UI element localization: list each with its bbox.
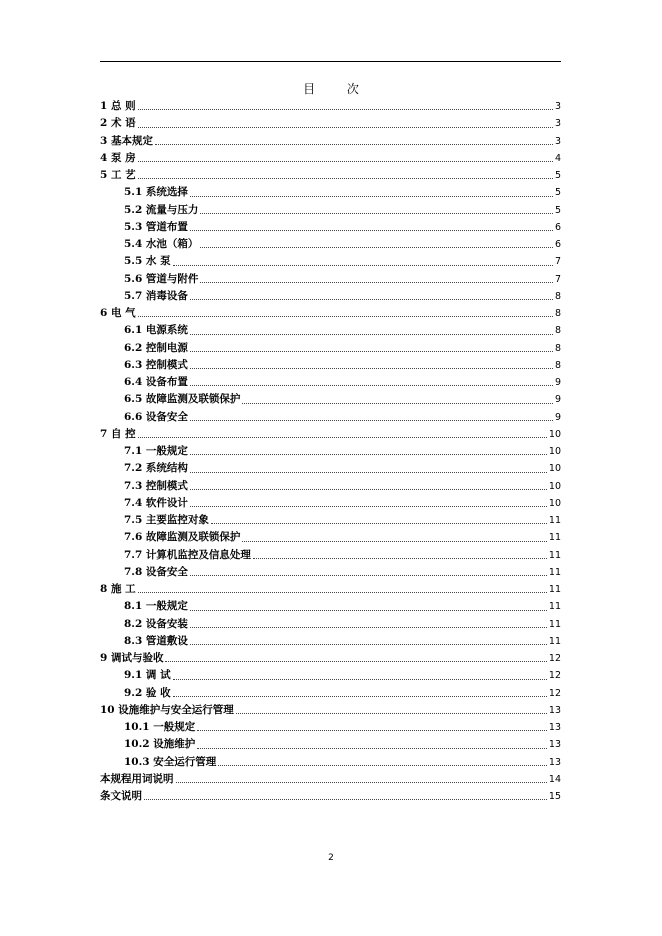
toc-entry-label: 7.3 控制模式	[124, 479, 188, 492]
toc-entry-label: 9 调试与验收	[100, 652, 164, 664]
toc-entry-page: 9	[554, 411, 561, 423]
toc-entry-page: 10	[548, 463, 561, 475]
toc-subsection-entry[interactable]	[100, 529, 561, 546]
toc-dot-leader	[138, 178, 553, 179]
toc-section-entry[interactable]	[100, 581, 561, 598]
toc-entry-label: 7.1 一般规定	[124, 445, 188, 457]
toc-entry-label: 本规程用词说明	[100, 772, 174, 785]
toc-entry-page: 14	[548, 773, 561, 785]
toc-entry-label: 6.3 控制模式	[124, 358, 188, 371]
toc-entry-page: 11	[548, 635, 561, 647]
toc-subsection-entry[interactable]	[100, 667, 561, 684]
toc-entry-page: 8	[554, 290, 561, 302]
toc-dot-leader	[138, 437, 547, 438]
toc-dot-leader	[200, 282, 553, 283]
toc-dot-leader	[218, 765, 547, 766]
toc-dot-leader	[173, 679, 547, 680]
toc-entry-page: 6	[554, 221, 561, 233]
toc-entry-page: 11	[548, 618, 561, 630]
toc-section-entry[interactable]	[100, 98, 561, 115]
toc-entry-label: 4 泵 房	[100, 151, 136, 164]
toc-dot-leader	[190, 627, 547, 628]
toc-entry-page: 3	[554, 101, 561, 112]
toc-section-entry[interactable]	[100, 305, 561, 322]
toc-subsection-entry[interactable]	[100, 443, 561, 460]
toc-subsection-entry[interactable]	[100, 253, 561, 270]
toc-dot-leader	[190, 420, 553, 421]
toc-dot-leader	[138, 592, 547, 593]
toc-section-entry[interactable]	[100, 167, 561, 184]
toc-subsection-entry[interactable]	[100, 460, 561, 477]
toc-entry-page: 10	[548, 497, 561, 509]
toc-entry-label: 7.5 主要监控对象	[124, 514, 209, 526]
toc-entry-label: 8.1 一般规定	[124, 600, 188, 613]
toc-entry-page: 10	[548, 428, 561, 440]
toc-dot-leader	[138, 127, 553, 128]
toc-entry-page: 11	[548, 532, 561, 544]
toc-entry-page: 8	[554, 308, 561, 319]
toc-entry-page: 10	[548, 446, 561, 457]
toc-entry-label: 7.4 软件设计	[124, 496, 188, 509]
toc-entry-page: 13	[548, 739, 561, 751]
toc-dot-leader	[190, 644, 547, 645]
toc-entry-page: 3	[554, 118, 561, 130]
header-rule	[100, 61, 561, 62]
toc-entry-label: 5 工 艺	[100, 169, 136, 181]
toc-subsection-entry[interactable]	[100, 357, 561, 374]
toc-entry-label: 8.3 管道敷设	[124, 634, 188, 647]
toc-section-entry[interactable]	[100, 426, 561, 443]
toc-entry-label: 1 总 则	[100, 100, 136, 112]
toc-section-entry[interactable]	[100, 702, 561, 719]
toc-dot-leader	[165, 661, 546, 662]
toc-subsection-entry[interactable]	[100, 391, 561, 408]
toc-entry-label: 6.1 电源系统	[124, 324, 188, 337]
toc-dot-leader	[236, 713, 547, 714]
toc-subsection-entry[interactable]	[100, 633, 561, 650]
toc-entry-label: 5.1 系统选择	[124, 186, 188, 199]
toc-entry-page: 4	[554, 152, 561, 164]
toc-dot-leader	[144, 799, 547, 800]
toc-subsection-entry[interactable]	[100, 512, 561, 529]
toc-subsection-entry[interactable]	[100, 495, 561, 512]
toc-entry-label: 6 电 气	[100, 307, 136, 319]
toc-entry-label: 3 基本规定	[100, 134, 153, 147]
toc-dot-leader	[138, 161, 553, 162]
toc-dot-leader	[200, 247, 553, 248]
toc-dot-leader	[190, 351, 553, 352]
toc-entry-label: 6.2 控制电源	[124, 341, 188, 354]
toc-subsection-entry[interactable]	[100, 236, 561, 253]
toc-entry-label: 7.7 计算机监控及信息处理	[124, 548, 251, 561]
toc-dot-leader	[138, 109, 553, 110]
toc-entry-page: 13	[548, 756, 561, 768]
toc-subsection-entry[interactable]	[100, 219, 561, 236]
toc-section-entry[interactable]	[100, 788, 561, 805]
toc-section-entry[interactable]	[100, 650, 561, 667]
toc-subsection-entry[interactable]	[100, 616, 561, 633]
toc-entry-label: 7.2 系统结构	[124, 462, 188, 475]
toc-entry-page: 5	[554, 204, 561, 216]
toc-section-entry[interactable]	[100, 115, 561, 132]
toc-dot-leader	[176, 782, 547, 783]
toc-entry-page: 11	[548, 549, 561, 561]
toc-dot-leader	[242, 403, 553, 404]
toc-entry-label: 7.6 故障监测及联锁保护	[124, 531, 241, 544]
toc-entry-label: 6.5 故障监测及联锁保护	[124, 393, 241, 406]
toc-entry-label: 5.4 水池（箱）	[124, 238, 199, 250]
toc-entry-page: 13	[548, 704, 561, 716]
toc-entry-label: 8 施 工	[100, 583, 136, 595]
toc-entry-label: 5.5 水 泵	[124, 255, 171, 268]
toc-dot-leader	[190, 506, 547, 507]
toc-subsection-entry[interactable]	[100, 288, 561, 305]
toc-dot-leader	[155, 144, 553, 145]
toc-subsection-entry[interactable]	[100, 754, 561, 771]
toc-subsection-entry[interactable]	[100, 736, 561, 753]
toc-entry-label: 6.4 设备布置	[124, 376, 188, 388]
toc-dot-leader	[173, 696, 547, 697]
toc-subsection-entry[interactable]	[100, 685, 561, 702]
toc-entry-label: 5.3 管道布置	[124, 220, 188, 233]
toc-entry-page: 9	[554, 394, 561, 406]
toc-entry-page: 6	[554, 239, 561, 250]
toc-dot-leader	[190, 385, 553, 386]
toc-entry-label: 10.2 设施维护	[124, 738, 196, 751]
toc-dot-leader	[173, 265, 553, 266]
toc-subsection-entry[interactable]	[100, 564, 561, 581]
toc-entry-page: 5	[554, 170, 561, 181]
toc-dot-leader	[197, 748, 547, 749]
toc-entry-page: 5	[554, 187, 561, 199]
toc-subsection-entry[interactable]	[100, 547, 561, 564]
toc-dot-leader	[190, 299, 553, 300]
toc-dot-leader	[211, 523, 547, 524]
toc-dot-leader	[190, 575, 547, 576]
toc-subsection-entry[interactable]	[100, 184, 561, 201]
toc-entry-label: 10 设施维护与安全运行管理	[100, 703, 234, 716]
toc-subsection-entry[interactable]	[100, 271, 561, 288]
toc-subsection-entry[interactable]	[100, 374, 561, 391]
toc-dot-leader	[190, 472, 547, 473]
toc-entry-page: 11	[548, 601, 561, 613]
toc-entry-label: 5.6 管道与附件	[124, 272, 199, 285]
toc-entry-label: 5.2 流量与压力	[124, 203, 199, 216]
toc-subsection-entry[interactable]	[100, 202, 561, 219]
toc-entry-label: 2 术 语	[100, 117, 136, 130]
toc-title: 目 次	[303, 82, 373, 96]
toc-entry-label: 8.2 设备安装	[124, 617, 188, 630]
toc-entry-page: 7	[554, 256, 561, 268]
toc-entry-label: 7 自 控	[100, 427, 136, 440]
toc-dot-leader	[242, 541, 546, 542]
toc-section-entry[interactable]	[100, 133, 561, 150]
toc-entry-page: 8	[554, 342, 561, 354]
toc-entry-page: 12	[548, 670, 561, 682]
toc-dot-leader	[190, 196, 553, 197]
toc-subsection-entry[interactable]	[100, 322, 561, 339]
toc-entry-page: 11	[548, 515, 561, 526]
toc-entry-label: 10.1 一般规定	[124, 721, 196, 733]
toc-section-entry[interactable]	[100, 771, 561, 788]
toc-dot-leader	[200, 213, 553, 214]
toc-entry-page: 12	[548, 687, 561, 699]
toc-entry-page: 12	[548, 653, 561, 664]
toc-dot-leader	[190, 368, 553, 369]
toc-dot-leader	[197, 730, 547, 731]
toc-entry-page: 8	[554, 325, 561, 337]
toc-dot-leader	[190, 230, 553, 231]
toc-entry-label: 6.6 设备安全	[124, 410, 188, 423]
toc-entry-label: 10.3 安全运行管理	[124, 755, 217, 768]
toc-entry-page: 15	[548, 791, 561, 802]
toc-dot-leader	[253, 558, 547, 559]
toc-entry-page: 9	[554, 377, 561, 388]
toc-dot-leader	[190, 610, 547, 611]
toc-section-entry[interactable]	[100, 150, 561, 167]
toc-entry-label: 7.8 设备安全	[124, 565, 188, 578]
toc-entry-label: 5.7 消毒设备	[124, 289, 188, 302]
toc-dot-leader	[190, 454, 547, 455]
toc-subsection-entry[interactable]	[100, 719, 561, 736]
toc-entry-page: 8	[554, 359, 561, 371]
toc-subsection-entry[interactable]	[100, 409, 561, 426]
toc-dot-leader	[190, 334, 553, 335]
toc-entry-label: 9.1 调 试	[124, 669, 171, 682]
page-number: 2	[328, 853, 334, 863]
toc-dot-leader	[138, 316, 553, 317]
toc-subsection-entry[interactable]	[100, 478, 561, 495]
toc-subsection-entry[interactable]	[100, 598, 561, 615]
toc-entry-label: 条文说明	[100, 790, 142, 802]
toc-entry-label: 9.2 验 收	[124, 686, 171, 699]
toc-entry-page: 10	[548, 480, 561, 492]
toc-dot-leader	[190, 489, 547, 490]
toc-entry-page: 13	[548, 722, 561, 733]
toc-entry-page: 7	[554, 273, 561, 285]
toc-entry-page: 11	[548, 584, 561, 595]
toc-entry-page: 3	[554, 135, 561, 147]
table-of-contents	[100, 98, 561, 805]
toc-subsection-entry[interactable]	[100, 340, 561, 357]
toc-entry-page: 11	[548, 566, 561, 578]
